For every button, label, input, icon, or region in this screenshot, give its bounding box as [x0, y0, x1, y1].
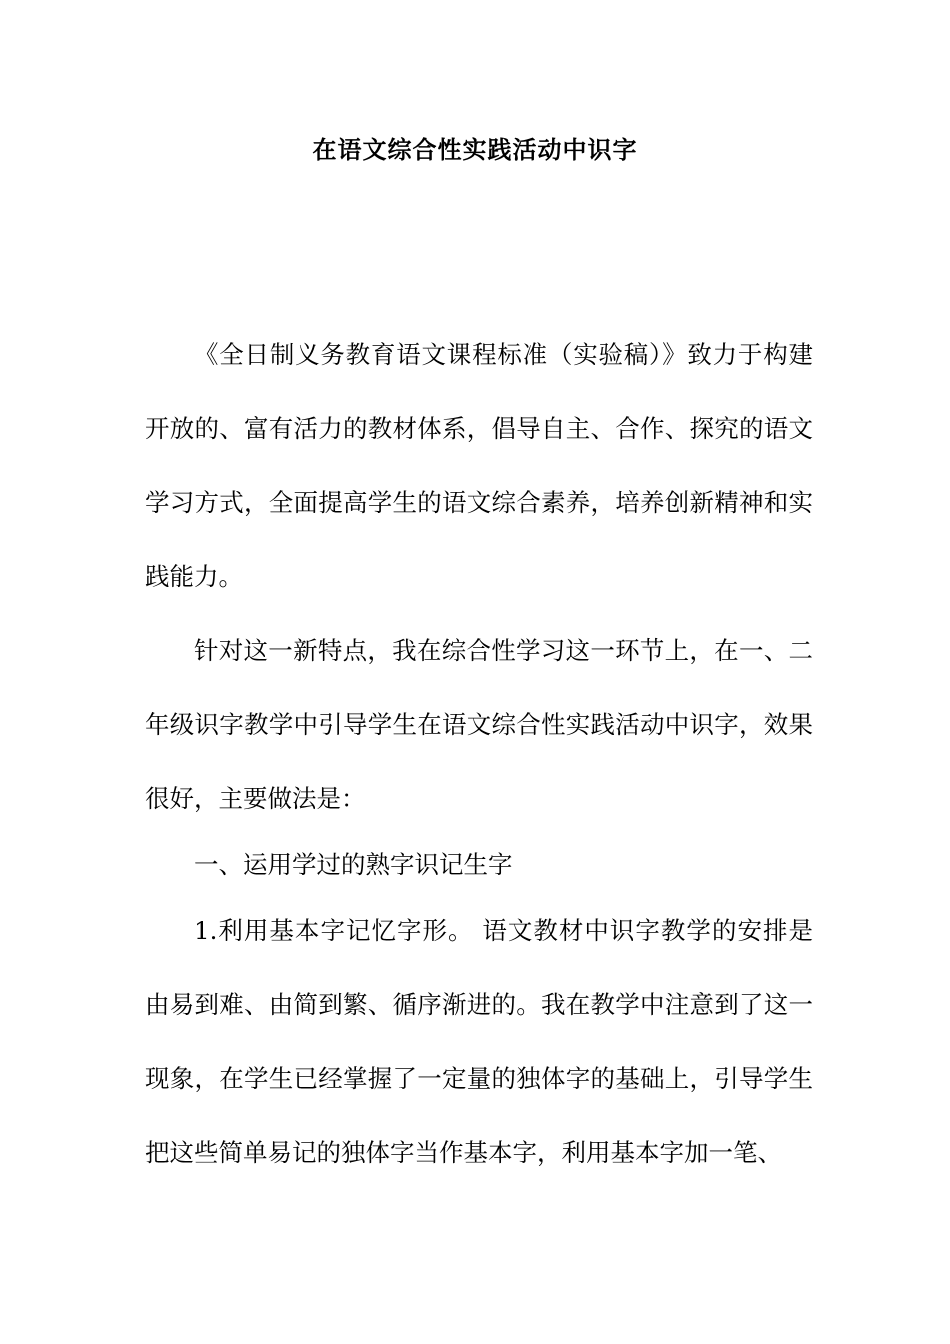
paragraph-basic-characters: 1.利用基本字记忆字形。 语文教材中识字教学的安排是由易到难、由简到繁、循序渐进的。我在教学中注意到了这一现象，在学生已经掌握了一定量的独体字的基础上，引导学生把这些简单易记的独体字当作基本字，利用基本字加一笔、 — [145, 916, 813, 1167]
document-body — [145, 318, 813, 1190]
document-title: 在语文综合性实践活动中识字 — [312, 135, 638, 164]
paragraph-intro: 《全日制义务教育语文课程标准（实验稿）》致力于构建开放的、富有活力的教材体系，倡导自主、合作、探究的语文学习方式，全面提高学生的语文综合素养，培养创新精神和实践能力。 — [145, 340, 813, 591]
section-heading-1: 一、运用学过的熟字识记生字 — [194, 850, 513, 879]
paragraph-approach: 针对这一新特点，我在综合性学习这一环节上，在一、二年级识字教学中引导学生在语文综合性实践活动中识字，效果很好，主要做法是： — [145, 636, 813, 813]
